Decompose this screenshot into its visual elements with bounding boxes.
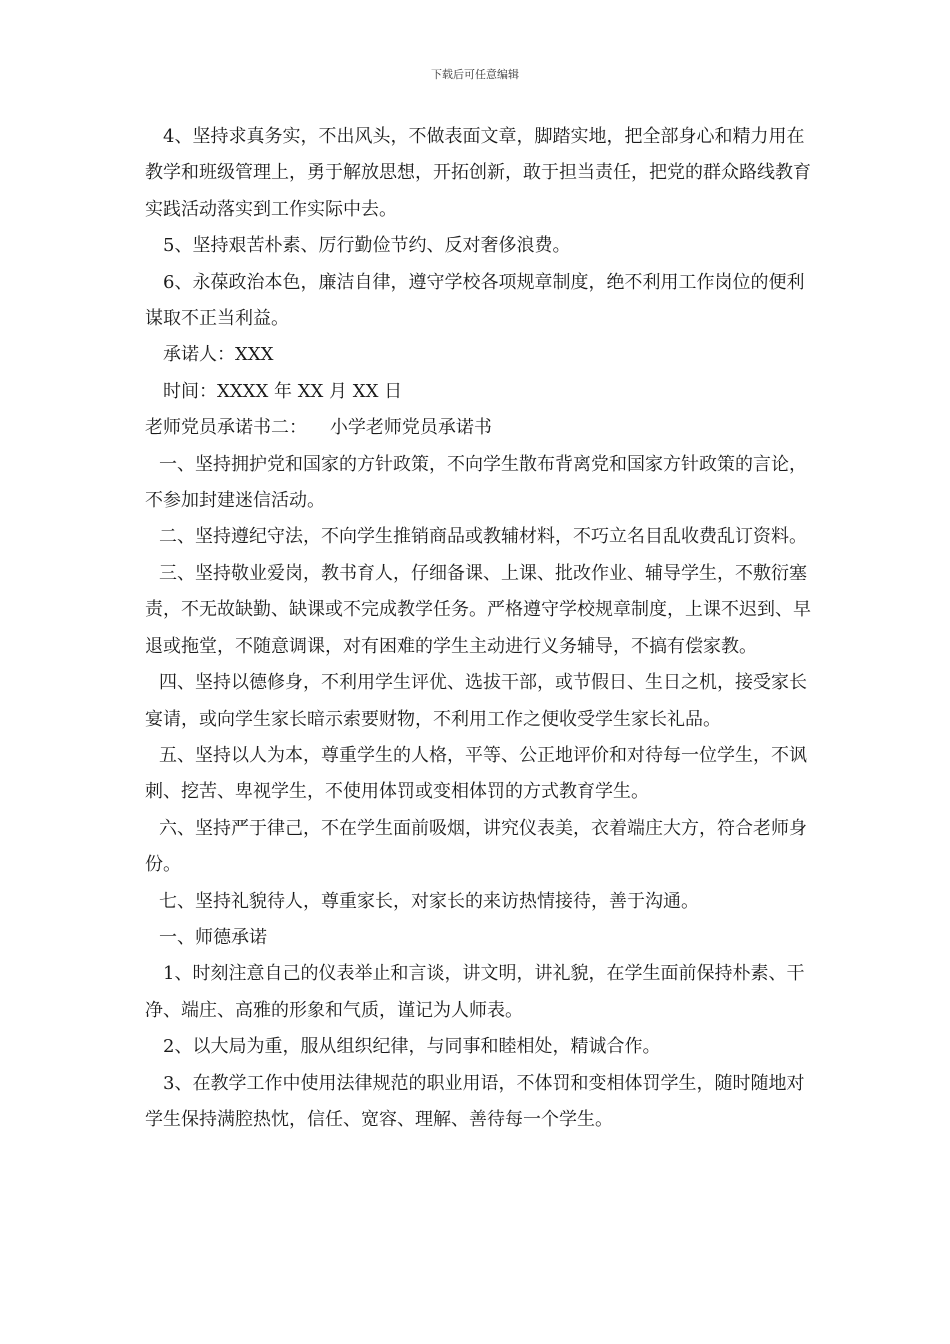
document-body — [145, 119, 817, 1138]
paragraph-two: 二、坚持遵纪守法，不向学生推销商品或教辅材料，不巧立名目乱收费乱订资料。 — [159, 526, 807, 548]
paragraph-four: 四、坚持以德修身，不利用学生评优、选拔干部，或节假日、生日之机，接受家长宴请，或向学生家长暗示索要财物，不利用工作之便收受学生家长礼品。 — [145, 672, 807, 730]
paragraph-item-6: 6、永葆政治本色，廉洁自律，遵守学校各项规章制度，绝不利用工作岗位的便利谋取不正当利益。 — [145, 271, 805, 330]
page-header-note: 下载后可任意编辑 — [431, 68, 519, 81]
subsection-heading: 一、师德承诺 — [159, 926, 267, 948]
paragraph-six: 六、坚持严于律己，不在学生面前吸烟，讲究仪表美，衣着端庄大方，符合老师身份。 — [145, 817, 807, 876]
paragraph-one: 一、坚持拥护党和国家的方针政策，不向学生散布背离党和国家方针政策的言论，不参加封建迷信活动。 — [145, 453, 807, 512]
date-line: 时间：XXXX 年 XX 月 XX 日 — [163, 380, 403, 402]
ethics-item-3: 3、在教学工作中使用法律规范的职业用语，不体罚和变相体罚学生，随时随地对学生保持满腔热忱，信任、宽容、理解、善待每一个学生。 — [145, 1072, 805, 1130]
promisor-line: 承诺人：XXX — [163, 344, 274, 366]
section-title-2: 老师党员承诺书二： 小学老师党员承诺书 — [145, 417, 492, 439]
ethics-item-2: 2、以大局为重，服从组织纪律，与同事和睦相处，精诚合作。 — [163, 1036, 661, 1058]
paragraph-item-4: 4、坚持求真务实，不出风头，不做表面文章，脚踏实地，把全部身心和精力用在教学和班级管理上，勇于解放思想，开拓创新，敢于担当责任，把党的群众路线教育实践活动落实到工作实际中去。 — [145, 126, 811, 220]
paragraph-three: 三、坚持敬业爱岗，教书育人，仔细备课、上课、批改作业、辅导学生，不敷衍塞责，不无故缺勤、缺课或不完成教学任务。严格遵守学校规章制度，上课不迟到、早退或拖堂，不随意调课，对有困难的学生主动进行义务辅导，不搞有偿家教。 — [145, 562, 811, 657]
paragraph-seven: 七、坚持礼貌待人，尊重家长，对家长的来访热情接待，善于沟通。 — [159, 890, 699, 912]
paragraph-five: 五、坚持以人为本，尊重学生的人格，平等、公正地评价和对待每一位学生，不讽刺、挖苦、卑视学生，不使用体罚或变相体罚的方式教育学生。 — [145, 744, 807, 803]
paragraph-item-5: 5、坚持艰苦朴素、厉行勤俭节约、反对奢侈浪费。 — [163, 235, 571, 257]
ethics-item-1: 1、时刻注意自己的仪表举止和言谈，讲文明，讲礼貌，在学生面前保持朴素、干净、端庄、高雅的形象和气质，谨记为人师表。 — [145, 963, 805, 1021]
